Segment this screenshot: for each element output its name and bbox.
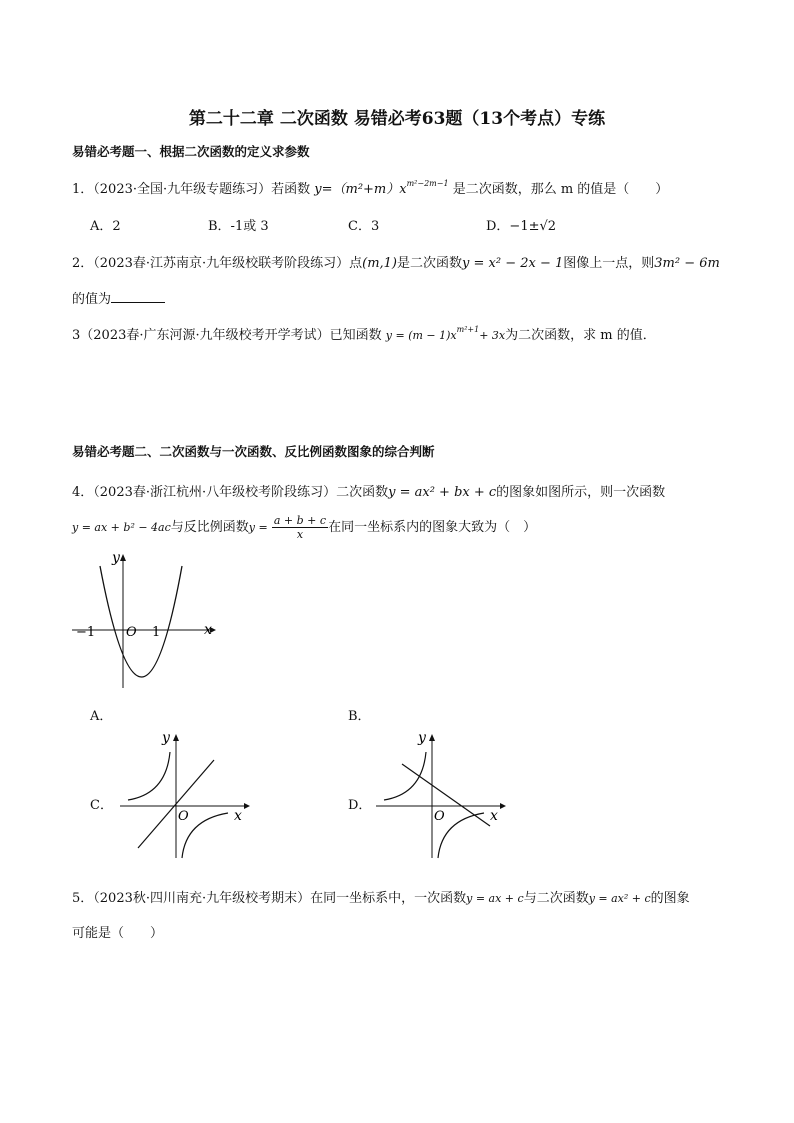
- q4-frac-num: a + b + c: [273, 514, 327, 527]
- q5-mid: 与二次函数: [523, 891, 589, 906]
- q4-parabola-figure: [70, 548, 220, 693]
- origin-label: O: [178, 809, 189, 824]
- q1-suffix: 是二次函数，那么 m 的值是（ ）: [452, 182, 669, 197]
- q4-linear-expr: y = ax + b² − 4ac: [72, 521, 171, 534]
- q4-option-a: A．: [90, 709, 113, 724]
- q2-expr: y = x² − 2x − 1: [462, 256, 564, 271]
- q3-exponent: m²+1: [456, 325, 480, 334]
- y-axis-label: y: [162, 730, 170, 746]
- y-axis-arrow: [173, 734, 179, 741]
- origin-label: O: [434, 809, 445, 824]
- question-2: [72, 252, 720, 271]
- y-axis-arrow: [429, 734, 435, 741]
- section-heading-2: 易错必考题二、二次函数与一次函数、反比例函数图象的综合判断: [72, 444, 435, 459]
- q4-frac-lhs: y =: [248, 521, 268, 534]
- section-heading-1: 易错必考题一、根据二次函数的定义求参数: [72, 144, 310, 159]
- x-axis-arrow: [244, 803, 250, 809]
- q1-option-b: B．-1或 3: [208, 219, 269, 234]
- pos-one-label: 1: [152, 625, 161, 640]
- y-axis-arrow: [120, 554, 126, 561]
- q4-option-c-graph: [116, 730, 256, 865]
- q5-suffix: 的图象: [650, 891, 690, 906]
- x-axis-label: x: [234, 808, 242, 824]
- neg-one-label: −1: [76, 625, 96, 640]
- x-axis-label: x: [490, 808, 498, 824]
- q4-prefix: 4．（2023春·浙江杭州·八年级校考阶段练习）二次函数: [72, 485, 389, 500]
- q5-expr1: y = ax + c: [466, 892, 524, 905]
- q5-prefix: 5．（2023秋·四川南充·九年级校考期末）在同一坐标系中，一次函数: [72, 891, 467, 906]
- q1-expr: y=（m²+m）x: [314, 182, 407, 197]
- q3-expr-tail: + 3x: [479, 329, 506, 342]
- question-3: [72, 324, 656, 343]
- q4-option-d-graph: [372, 730, 512, 865]
- q4-suffix: 的图象如图所示，则一次函数: [496, 485, 666, 500]
- q1-exponent: m²−2m−1: [406, 179, 449, 188]
- q4-line2-mid: 与反比例函数: [170, 520, 249, 535]
- q2-expr2: 3m² − 6m: [654, 256, 720, 271]
- q3-expr: y = (m − 1)x: [385, 329, 457, 342]
- q3-prefix: 3（2023春·广东河源·九年级校考开学考试）已知函数: [72, 328, 382, 343]
- q4-option-b: B．: [348, 709, 371, 724]
- y-axis-label: y: [418, 730, 426, 746]
- q2-prefix: 2．（2023春·江苏南京·九年级校联考阶段练习）点: [72, 256, 363, 271]
- hyperbola-branch-lower: [438, 813, 484, 858]
- hyperbola-branch-lower: [182, 813, 228, 858]
- q2-line2-text: 的值为: [72, 292, 112, 307]
- question-1: [72, 178, 668, 197]
- q4-frac-den: x: [296, 528, 304, 541]
- origin-label: O: [126, 625, 137, 640]
- q4-option-d: D．: [348, 798, 372, 813]
- question-5: [72, 887, 690, 906]
- q2-line-2: [72, 288, 165, 307]
- q5-line-2: 可能是（ ）: [72, 926, 164, 941]
- linear-function-line: [402, 764, 490, 826]
- q2-mid: 是二次函数: [397, 256, 463, 271]
- q1-option-a: A．2: [90, 219, 121, 234]
- x-axis-label: x: [204, 622, 212, 638]
- q1-option-c: C．3: [348, 219, 380, 234]
- q4-expr: y = ax² + bx + c: [388, 485, 497, 500]
- question-4: [72, 481, 665, 500]
- q5-expr2: y = ax² + c: [588, 892, 651, 905]
- q4-fraction: [272, 514, 328, 541]
- q2-mid2: 图像上一点，则: [563, 256, 655, 271]
- q2-point: (m,1): [362, 256, 397, 271]
- y-axis-label: y: [112, 550, 120, 566]
- q4-line-2: [72, 514, 536, 541]
- q4-option-c: C．: [90, 798, 113, 813]
- q1-option-d: D．−1±√2: [486, 219, 557, 234]
- page-title: 第二十二章 二次函数 易错必考63题（13个考点）专练: [188, 109, 606, 129]
- q3-suffix: 为二次函数，求 m 的值．: [505, 328, 656, 343]
- q2-answer-blank: [111, 292, 165, 303]
- hyperbola-branch-upper: [128, 752, 170, 800]
- q4-line2-suffix: 在同一坐标系内的图象大致为（ ）: [328, 520, 537, 535]
- q1-prefix: 1．（2023·全国·九年级专题练习）若函数: [72, 182, 311, 197]
- x-axis-arrow: [500, 803, 506, 809]
- parabola-curve: [100, 566, 182, 677]
